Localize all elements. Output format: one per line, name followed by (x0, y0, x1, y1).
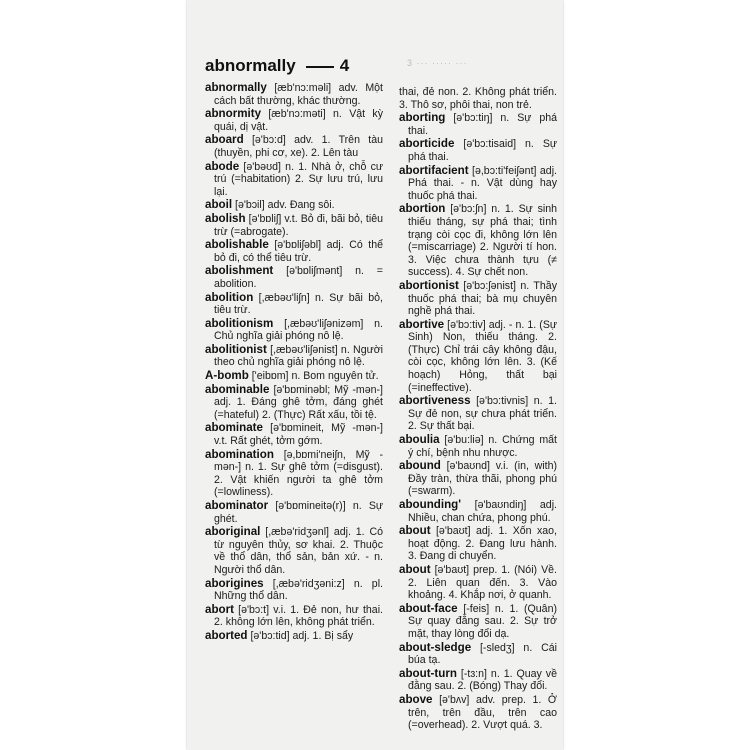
entry-headword: abort (205, 602, 234, 616)
entry-headword: abolition (205, 290, 254, 304)
dictionary-entry (205, 604, 383, 629)
entry-definition: [ə,bɔ:ti'feiʃənt] adj. Phá thai. - n. Vật dùng hay thuốc phá thai. (408, 164, 557, 202)
entry-headword: A-bomb (205, 369, 249, 383)
dictionary-entry (399, 668, 557, 693)
entry-definition: [-feis] n. 1. (Quân) Sự quay đằng sau. 2. Sự trở mặt, thay lòng đổi dạ. (408, 602, 557, 640)
entry-definition: [ə'bɔ:ʃn] n. 1. Sự sinh thiếu tháng, sự phá thai; tình trạng còi cọc đi, không lớn lên (=miscarriage) 2. Người tí hon. 3. Việc chưa thành tựu (≠ success). 4. Sự chết non. (408, 203, 557, 279)
entry-definition: [ə'bɔ:tivnis] n. 1. Sự đẻ non, sự chưa phát triển. 2. Sự thất bại. (408, 395, 557, 433)
entry-definition: [,æbəʊ'liʃn] n. Sự bãi bỏ, tiêu trừ. (214, 291, 383, 317)
entry-definition: [ə'bɔ:tid] adj. 1. Bị sẩy (247, 629, 354, 642)
entry-headword: abolitionism (205, 316, 274, 330)
entry-definition: [ə'bɒliʃəbl] adj. Có thể bỏ đi, có thể tiêu trừ. (214, 239, 383, 264)
entry-definition: [ə'bɔil] adv. Đang sôi. (232, 199, 335, 212)
entry-definition: [æb'nɔ:məli] adv. Một cách bất thường, khác thường. (214, 82, 383, 107)
entry-headword: about-sledge (399, 640, 472, 654)
entry-definition: [ə'bɔ:tisaid] n. Sự phá thai. (408, 138, 557, 163)
entry-definition: [ə'baʊt] adj. 1. Xốn xao, hoạt động. 2. Đang lưu hành. 3. Đang di chuyển. (408, 525, 557, 563)
page-number: 4 (339, 56, 350, 75)
entry-headword: abolitionist (205, 342, 267, 356)
dictionary-entry (399, 603, 557, 641)
dictionary-entry (205, 630, 383, 643)
dictionary-entry (205, 370, 383, 383)
entry-definition: [,æbəʊ'liʃənizəm] n. Chủ nghĩa giải phóng nô lệ. (214, 317, 383, 343)
entry-definition: [ə'baʊnd] v.i. (in, with) Đầy tràn, thừa thãi, phong phú (=swarm). (408, 460, 557, 498)
dictionary-entry (399, 112, 557, 137)
entry-definition: [ə,bɒmi'neiʃn, Mỹ -mən-] n. 1. Sự ghê tởm (=disgust). 2. Vật khiến người ta ghê tởm (=lowliness). (214, 448, 383, 499)
entry-definition: [-tɜ:n] n. 1. Quay về đằng sau. 2. (Bóng) Thay đổi. (408, 667, 557, 693)
entry-headword: abortion (399, 202, 446, 216)
entry-headword: abolish (205, 211, 246, 225)
entry-headword: abolishable (205, 238, 269, 252)
entry-headword: abominate (205, 421, 263, 435)
dictionary-entry (399, 564, 557, 602)
entry-headword: abominable (205, 382, 270, 396)
right-column (399, 86, 557, 733)
dictionary-entry (205, 265, 383, 290)
entry-headword: abolishment (205, 264, 274, 278)
dictionary-entry (205, 578, 383, 603)
entry-headword: abounding' (399, 498, 461, 511)
dictionary-entry (205, 526, 383, 576)
header-dash (306, 66, 334, 68)
entry-headword: aboulia (399, 433, 440, 447)
dictionary-entry (399, 694, 557, 732)
dictionary-entry (205, 161, 383, 199)
entry-headword: aboil (205, 198, 233, 212)
entry-definition: [ə'bɔ:ʃənist] n. Thầy thuốc phá thai; bà mụ chuyên nghề phá thai. (408, 279, 557, 318)
entry-definition: [ə'bɒmineitə(r)] n. Sự ghét. (214, 500, 383, 525)
dictionary-entry (205, 292, 383, 317)
dictionary-entry (399, 525, 557, 563)
dictionary-entry (205, 422, 383, 447)
dictionary-entry (205, 108, 383, 133)
left-column (205, 82, 383, 644)
entry-definition: [ə'baʊt] prep. 1. (Nói) Về. 2. Liên quan đến. 3. Vào khoảng. 4. Khắp nơi, ở quanh. (408, 563, 557, 602)
entry-headword: abominator (205, 499, 269, 512)
entry-headword: aboriginal (205, 525, 261, 539)
entry-headword: abortionist (399, 278, 459, 292)
entry-headword: abnormally (205, 81, 267, 94)
dictionary-entry (205, 318, 383, 343)
entry-definition: [,æbə'ridʒəni:z] n. pl. Những thổ dân. (214, 577, 383, 603)
entry-headword: abortiveness (399, 394, 471, 408)
entry-headword: about (399, 524, 431, 538)
entry-definition: [ə'bɒliʃ] v.t. Bỏ đi, bãi bỏ, tiêu trừ (=abrogate). (214, 212, 383, 238)
entry-headword: aborigines (205, 576, 264, 590)
entry-headword: aborticide (399, 137, 455, 151)
dictionary-entry (205, 82, 383, 107)
dictionary-entry (399, 280, 557, 318)
entry-headword: abomination (205, 447, 274, 461)
entry-definition: [ə'bɔ:tiv] adj. - n. 1. (Sự Sinh) Non, thiếu tháng. 2. (Thực) Chỉ trái cây không đậu, còi cọc, không lớn lên. 3. (Kế hoạch) Hỏng, thất bại (=ineffective). (408, 318, 557, 394)
dictionary-entry (205, 199, 383, 212)
dictionary-entry (399, 499, 557, 524)
entry-definition: [ə'bɔ:tiŋ] n. Sự phá thai. (408, 112, 557, 137)
entry-definition: ['eibɒm] n. Bom nguyên tử. (248, 370, 379, 383)
entry-headword: abnormity (205, 107, 262, 121)
dictionary-entry (205, 344, 383, 369)
dictionary-entry (205, 213, 383, 238)
entry-definition: [æb'nɔ:məti] n. Vật kỳ quái, dị vật. (214, 108, 383, 133)
dictionary-entry (205, 239, 383, 264)
entry-headword: above (399, 692, 433, 706)
entry-headword: about-face (399, 601, 458, 615)
entry-headword: aborting (399, 111, 446, 125)
entry-definition: [ə'bɔ:t] v.i. 1. Đẻ non, hư thai. 2. không lớn lên, không phát triển. (214, 603, 383, 629)
running-header (205, 56, 349, 76)
entry-headword: aboard (205, 133, 244, 147)
entry-definition: [,æbəʊ'liʃənist] n. Người theo chủ nghĩa giải phóng nô lệ. (214, 343, 383, 369)
entry-definition: [ə'bɔ:d] adv. 1. Trên tàu (thuyền, phi cơ, xe). 2. Lên tàu (214, 134, 383, 159)
entry-headword: about (399, 562, 431, 576)
entry-definition: [ə'bɒliʃmənt] n. = abolition. (214, 265, 383, 290)
entry-definition: thai, đẻ non. 2. Không phát triển. 3. Thô sơ, phôi thai, non trẻ. (399, 86, 557, 111)
dictionary-entry (205, 384, 383, 422)
entry-headword: abortifacient (399, 163, 469, 177)
entry-definition: [ə'bɒmineit, Mỹ -mən-] v.t. Rất ghét, tởm gớm. (214, 422, 383, 448)
entry-headword: abound (399, 459, 441, 473)
dictionary-entry (399, 165, 557, 203)
entry-headword: abode (205, 159, 240, 173)
entry-headword: abortive (399, 317, 445, 331)
dictionary-entry (205, 449, 383, 499)
dictionary-page (187, 0, 563, 750)
entry-definition: [ə'baʊndiŋ] adj. Nhiều, chan chứa, phong phú. (408, 499, 557, 524)
dictionary-entry (399, 86, 557, 111)
dictionary-entry (205, 134, 383, 159)
guide-word: abnormally (205, 56, 296, 75)
dictionary-entry (399, 319, 557, 395)
entry-definition: [ə'bʌv] adv. prep. 1. Ở trên, trên đầu, trên cao (=overhead). 2. Vượt quá. 3. (408, 693, 557, 732)
entry-definition: [,æbə'ridʒənl] adj. 1. Có từ nguyên thủy, sơ khai. 2. Thuộc về thổ dân, thổ sản, bản xứ. - n. Người thổ dân. (214, 526, 383, 576)
entry-definition: [ə'bu:liə] n. Chứng mất ý chí, bệnh nhu nhược. (408, 434, 557, 459)
dictionary-entry (399, 138, 557, 163)
entry-definition: [-sledʒ] n. Cái búa tạ. (408, 641, 557, 667)
dictionary-entry (205, 500, 383, 525)
dictionary-entry (399, 395, 557, 433)
dictionary-entry (399, 203, 557, 279)
entry-headword: about-turn (399, 666, 457, 680)
entry-definition: [ə'bɒminəbl; Mỹ -mən-] adj. 1. Đáng ghê tởm, đáng ghét (=hateful) 2. (Thực) Rất xấu, tồi tệ. (214, 383, 383, 421)
bleed-through-text: 3 ··· ····· ··· (407, 58, 468, 68)
dictionary-entry (399, 460, 557, 498)
entry-definition: [ə'bəʊd] n. 1. Nhà ở, chỗ cư trú (=habitation) 2. Sự lưu trú, lưu lại. (214, 160, 383, 198)
dictionary-entry (399, 642, 557, 667)
dictionary-entry (399, 434, 557, 459)
entry-headword: aborted (205, 628, 248, 642)
